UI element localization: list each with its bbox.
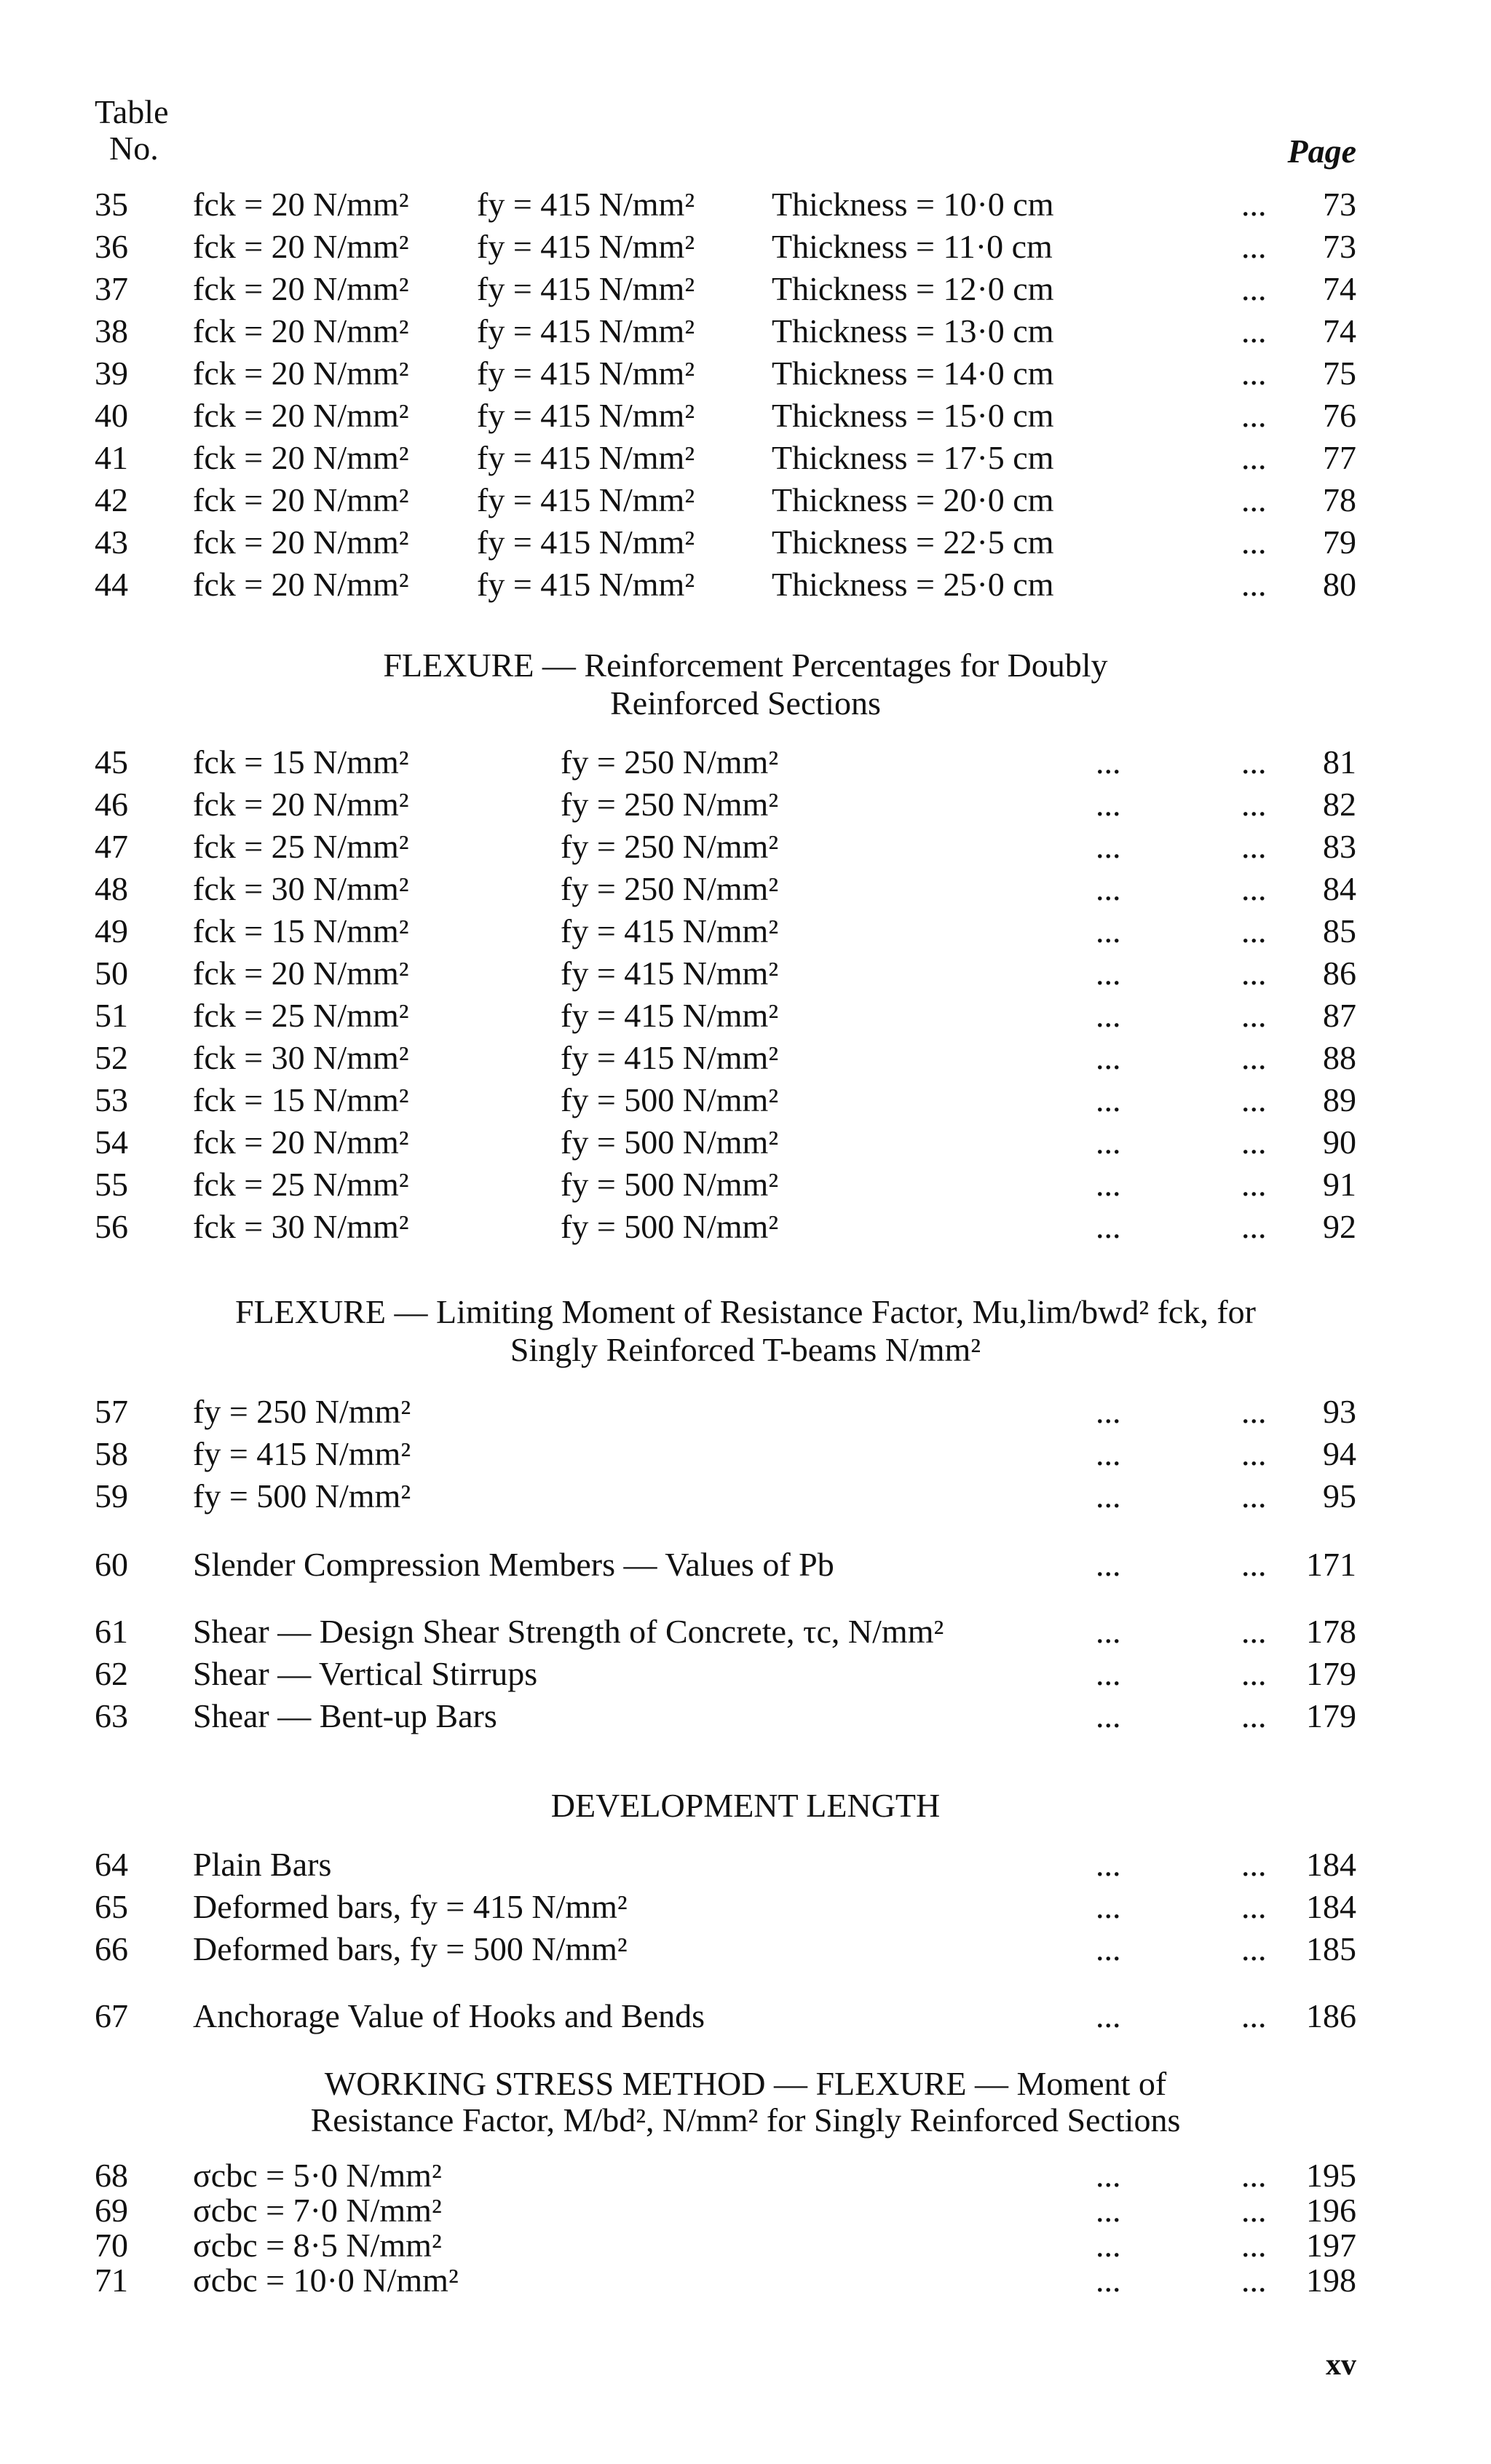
table-number: 65 [95,1888,128,1925]
leader-dots: ... [1241,1546,1267,1583]
list-item [0,1928,1491,1970]
list-item [0,952,1491,995]
sigma-cbc-value: σcbc = 5·0 N/mm² [193,2157,442,2194]
table-number: 64 [95,1846,128,1883]
table-number: 57 [95,1393,128,1430]
fck-value: fck = 25 N/mm² [193,828,409,865]
list-item [0,521,1491,564]
leader-dots: ... [1096,1166,1121,1203]
fy-value: fy = 250 N/mm² [561,743,779,781]
leader-dots: ... [1241,355,1267,392]
list-item [0,1079,1491,1121]
page-number: 88 [1323,1039,1356,1076]
fy-value: fy = 500 N/mm² [193,1477,411,1515]
leader-dots: ... [1241,397,1267,434]
leader-dots: ... [1241,1435,1267,1472]
list-item [0,226,1491,268]
leader-dots: ... [1096,912,1121,949]
thickness-value: Thickness = 10·0 cm [772,186,1054,223]
fck-value: fck = 20 N/mm² [193,786,409,823]
section-heading-limiting-moment: FLEXURE — Limiting Moment of Resistance Factor, Mu,lim/bwd² fck, for [235,1293,1256,1330]
page-number: 74 [1323,312,1356,350]
thickness-value: Thickness = 20·0 cm [772,481,1054,518]
leader-dots: ... [1096,1435,1121,1472]
fck-value: fck = 20 N/mm² [193,397,409,434]
leader-dots: ... [1241,1081,1267,1118]
fck-value: fck = 25 N/mm² [193,997,409,1034]
thickness-value: Thickness = 14·0 cm [772,355,1054,392]
page-number: 79 [1323,524,1356,561]
list-item [0,479,1491,521]
fy-value: fy = 415 N/mm² [561,955,779,992]
page-number: 82 [1323,786,1356,823]
sigma-cbc-value: σcbc = 10·0 N/mm² [193,2262,459,2299]
list-item [0,268,1491,310]
page-number: 185 [1306,1930,1356,1967]
page-number: 89 [1323,1081,1356,1118]
leader-dots: ... [1096,1546,1121,1583]
thickness-value: Thickness = 22·5 cm [772,524,1054,561]
leader-dots: ... [1096,2192,1121,2229]
entry-description: Plain Bars [193,1846,332,1883]
table-number: 70 [95,2227,128,2264]
leader-dots: ... [1096,1124,1121,1161]
leader-dots: ... [1241,786,1267,823]
page-column-label: Page [1287,133,1356,170]
fck-value: fck = 15 N/mm² [193,743,409,781]
leader-dots: ... [1096,786,1121,823]
thickness-value: Thickness = 13·0 cm [772,312,1054,350]
page-number: 76 [1323,397,1356,434]
thickness-value: Thickness = 12·0 cm [772,270,1054,307]
page-number: 186 [1306,1997,1356,2034]
fy-value: fy = 415 N/mm² [477,439,695,476]
fy-value: fy = 415 N/mm² [193,1435,411,1472]
table-number: 54 [95,1124,128,1161]
list-item [0,1611,1491,1653]
fy-value: fy = 415 N/mm² [477,397,695,434]
list-item [0,1995,1491,2037]
leader-dots: ... [1096,1477,1121,1515]
table-number: 39 [95,355,128,392]
page-number: 83 [1323,828,1356,865]
leader-dots: ... [1241,1697,1267,1734]
leader-dots: ... [1096,1846,1121,1883]
thickness-value: Thickness = 15·0 cm [772,397,1054,434]
leader-dots: ... [1241,955,1267,992]
fck-value: fck = 25 N/mm² [193,1166,409,1203]
page-number: 87 [1323,997,1356,1034]
fy-value: fy = 415 N/mm² [477,186,695,223]
fy-value: fy = 415 N/mm² [477,355,695,392]
table-number: 41 [95,439,128,476]
thickness-value: Thickness = 25·0 cm [772,566,1054,603]
leader-dots: ... [1241,1477,1267,1515]
fck-value: fck = 20 N/mm² [193,1124,409,1161]
thickness-value: Thickness = 11·0 cm [772,228,1053,265]
leader-dots: ... [1096,997,1121,1034]
list-item [0,1886,1491,1928]
table-number: 55 [95,1166,128,1203]
leader-dots: ... [1241,1655,1267,1692]
page-number: 80 [1323,566,1356,603]
page-number: 171 [1306,1546,1356,1583]
table-number: 47 [95,828,128,865]
list-item [0,910,1491,952]
entry-description: Shear — Bent-up Bars [193,1697,497,1734]
leader-dots: ... [1241,1393,1267,1430]
fck-value: fck = 20 N/mm² [193,439,409,476]
list-item [0,783,1491,826]
table-number: 36 [95,228,128,265]
page-number: 198 [1306,2262,1356,2299]
leader-dots: ... [1241,1613,1267,1650]
fy-value: fy = 250 N/mm² [561,828,779,865]
fck-value: fck = 15 N/mm² [193,912,409,949]
page-number: 178 [1306,1613,1356,1650]
page-number: 84 [1323,870,1356,907]
entry-description: Deformed bars, fy = 415 N/mm² [193,1888,628,1925]
leader-dots: ... [1096,743,1121,781]
leader-dots: ... [1241,1039,1267,1076]
page-number: 75 [1323,355,1356,392]
leader-dots: ... [1241,1846,1267,1883]
entry-description: Slender Compression Members — Values of Pb [193,1546,834,1583]
entry-description: Deformed bars, fy = 500 N/mm² [193,1930,628,1967]
fck-value: fck = 20 N/mm² [193,481,409,518]
roman-page-number: xv [1326,2348,1356,2382]
list-item [0,1544,1491,1586]
section-heading-flexure-reinforcement-line2: Reinforced Sections [610,684,881,722]
fy-value: fy = 415 N/mm² [477,312,695,350]
page-number: 184 [1306,1888,1356,1925]
leader-dots: ... [1241,1124,1267,1161]
table-number: 46 [95,786,128,823]
list-item [0,1391,1491,1433]
page-number: 179 [1306,1655,1356,1692]
section-heading-working-stress-line2: Resistance Factor, M/bd², N/mm² for Singly Reinforced Sections [310,2101,1181,2139]
fy-value: fy = 415 N/mm² [477,524,695,561]
page-number: 77 [1323,439,1356,476]
table-number: 50 [95,955,128,992]
fy-value: fy = 415 N/mm² [477,228,695,265]
page-number: 179 [1306,1697,1356,1734]
page-number: 74 [1323,270,1356,307]
fck-value: fck = 20 N/mm² [193,270,409,307]
sigma-cbc-value: σcbc = 8·5 N/mm² [193,2227,442,2264]
fy-value: fy = 415 N/mm² [477,481,695,518]
list-item [0,1653,1491,1695]
table-number: 43 [95,524,128,561]
table-number: 38 [95,312,128,350]
table-number: 51 [95,997,128,1034]
fck-value: fck = 20 N/mm² [193,524,409,561]
list-item [0,741,1491,783]
list-item [0,1037,1491,1079]
table-number: 69 [95,2192,128,2229]
section-heading-working-stress: WORKING STRESS METHOD — FLEXURE — Moment of [324,2065,1167,2102]
leader-dots: ... [1241,524,1267,561]
leader-dots: ... [1096,2262,1121,2299]
leader-dots: ... [1241,1208,1267,1245]
table-number: 71 [95,2262,128,2299]
leader-dots: ... [1241,439,1267,476]
fy-value: fy = 415 N/mm² [561,997,779,1034]
page-number: 93 [1323,1393,1356,1430]
page-number: 184 [1306,1846,1356,1883]
list-item [0,1206,1491,1248]
leader-dots: ... [1241,912,1267,949]
page-number: 91 [1323,1166,1356,1203]
table-number: 62 [95,1655,128,1692]
leader-dots: ... [1096,1888,1121,1925]
table-number: 68 [95,2157,128,2194]
list-item [0,1164,1491,1206]
page-number: 197 [1306,2227,1356,2264]
page-number: 94 [1323,1435,1356,1472]
fck-value: fck = 20 N/mm² [193,186,409,223]
leader-dots: ... [1241,870,1267,907]
entry-description: Shear — Vertical Stirrups [193,1655,538,1692]
section-heading-development-length: DEVELOPMENT LENGTH [550,1787,941,1824]
leader-dots: ... [1096,1081,1121,1118]
table-number: 59 [95,1477,128,1515]
fy-value: fy = 500 N/mm² [561,1124,779,1161]
leader-dots: ... [1241,186,1267,223]
table-number: 45 [95,743,128,781]
table-number: 60 [95,1546,128,1583]
leader-dots: ... [1096,1393,1121,1430]
table-column-label: Table [95,93,169,130]
fy-value: fy = 500 N/mm² [561,1208,779,1245]
table-number: 66 [95,1930,128,1967]
table-number: 61 [95,1613,128,1650]
list-item [0,183,1491,226]
leader-dots: ... [1241,828,1267,865]
leader-dots: ... [1241,997,1267,1034]
thickness-value: Thickness = 17·5 cm [772,439,1054,476]
fy-value: fy = 250 N/mm² [561,786,779,823]
leader-dots: ... [1096,870,1121,907]
fy-value: fy = 415 N/mm² [477,566,695,603]
fy-value: fy = 250 N/mm² [561,870,779,907]
entry-description: Shear — Design Shear Strength of Concrete, τc, N/mm² [193,1613,944,1650]
list-item [0,826,1491,868]
table-number: 35 [95,186,128,223]
page-number: 73 [1323,186,1356,223]
leader-dots: ... [1096,2157,1121,2194]
leader-dots: ... [1096,1039,1121,1076]
page-number: 73 [1323,228,1356,265]
leader-dots: ... [1241,743,1267,781]
leader-dots: ... [1096,1697,1121,1734]
page-number: 95 [1323,1477,1356,1515]
leader-dots: ... [1096,955,1121,992]
section-heading-limiting-moment-line2: Singly Reinforced T-beams N/mm² [510,1331,981,1368]
fy-value: fy = 415 N/mm² [477,270,695,307]
sigma-cbc-value: σcbc = 7·0 N/mm² [193,2192,442,2229]
list-item [0,2158,1491,2193]
leader-dots: ... [1241,566,1267,603]
leader-dots: ... [1096,1997,1121,2034]
fy-value: fy = 415 N/mm² [561,912,779,949]
leader-dots: ... [1241,228,1267,265]
list-item [0,1121,1491,1164]
leader-dots: ... [1241,1997,1267,2034]
fy-value: fy = 250 N/mm² [193,1393,411,1430]
fck-value: fck = 20 N/mm² [193,566,409,603]
list-item [0,1844,1491,1886]
table-number: 48 [95,870,128,907]
page-number: 196 [1306,2192,1356,2229]
list-item [0,395,1491,437]
list-item [0,310,1491,352]
page-number: 81 [1323,743,1356,781]
leader-dots: ... [1096,828,1121,865]
list-item [0,995,1491,1037]
leader-dots: ... [1096,1655,1121,1692]
table-number: 53 [95,1081,128,1118]
table-number: 49 [95,912,128,949]
fck-value: fck = 30 N/mm² [193,1039,409,1076]
table-number: 56 [95,1208,128,1245]
table-number: 40 [95,397,128,434]
list-item [0,1475,1491,1517]
page-number: 86 [1323,955,1356,992]
section-heading-flexure-reinforcement: FLEXURE — Reinforcement Percentages for Doubly [383,647,1108,684]
fy-value: fy = 500 N/mm² [561,1166,779,1203]
table-number: 44 [95,566,128,603]
fck-value: fck = 30 N/mm² [193,1208,409,1245]
page-number: 85 [1323,912,1356,949]
fck-value: fck = 20 N/mm² [193,355,409,392]
leader-dots: ... [1241,312,1267,350]
fck-value: fck = 30 N/mm² [193,870,409,907]
list-item [0,564,1491,606]
fck-value: fck = 15 N/mm² [193,1081,409,1118]
leader-dots: ... [1241,1166,1267,1203]
list-item [0,2263,1491,2298]
leader-dots: ... [1096,2227,1121,2264]
table-number: 37 [95,270,128,307]
list-item [0,2228,1491,2263]
table-number: 63 [95,1697,128,1734]
leader-dots: ... [1096,1613,1121,1650]
table-number: 67 [95,1997,128,2034]
leader-dots: ... [1241,2192,1267,2229]
leader-dots: ... [1241,2157,1267,2194]
fck-value: fck = 20 N/mm² [193,955,409,992]
fck-value: fck = 20 N/mm² [193,312,409,350]
list-item [0,2193,1491,2228]
leader-dots: ... [1241,2227,1267,2264]
page-number: 78 [1323,481,1356,518]
page-number: 90 [1323,1124,1356,1161]
page-number: 92 [1323,1208,1356,1245]
leader-dots: ... [1096,1930,1121,1967]
list-item [0,437,1491,479]
table-number: 58 [95,1435,128,1472]
leader-dots: ... [1096,1208,1121,1245]
leader-dots: ... [1241,1930,1267,1967]
list-item [0,1433,1491,1475]
table-number: 42 [95,481,128,518]
page-number: 195 [1306,2157,1356,2194]
table-number: 52 [95,1039,128,1076]
fck-value: fck = 20 N/mm² [193,228,409,265]
entry-description: Anchorage Value of Hooks and Bends [193,1997,705,2034]
list-item [0,868,1491,910]
fy-value: fy = 500 N/mm² [561,1081,779,1118]
fy-value: fy = 415 N/mm² [561,1039,779,1076]
leader-dots: ... [1241,270,1267,307]
leader-dots: ... [1241,2262,1267,2299]
leader-dots: ... [1241,481,1267,518]
no-column-label: No. [109,130,159,167]
list-item [0,1695,1491,1737]
leader-dots: ... [1241,1888,1267,1925]
list-item [0,352,1491,395]
